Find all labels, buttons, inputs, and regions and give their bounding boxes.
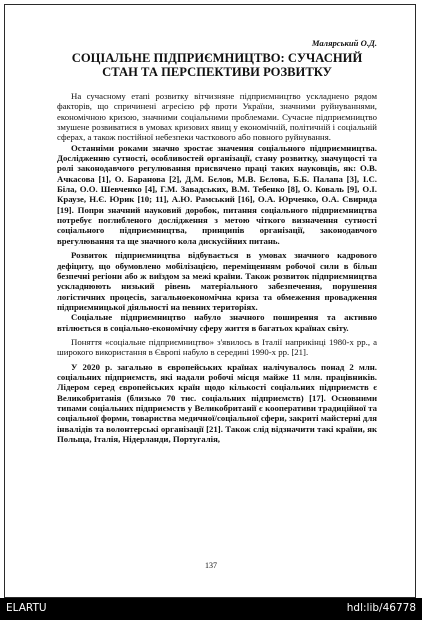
footer-repository-name: ELARTU (6, 602, 47, 614)
footer-handle: hdl:lib/46778 (346, 602, 416, 614)
repository-footer-bar (0, 598, 422, 620)
document-title (57, 51, 377, 79)
paragraph-4: Соціальне підприємництво набуло значного поширення та активно втілюється в соціально-економічну сферу життя в багатьох країнах світу. (57, 312, 377, 333)
title-line-1: СОЦІАЛЬНЕ ПІДПРИЄМНИЦТВО: СУЧАСНИЙ (71, 51, 363, 65)
paragraph-2: Останніми роками значно зростає значення соціального підприємництва. Дослідженню сутності, особливостей організації, стану розвитку, значущості та ролі законодавчого регулювання присвячено праці таких науковців, як: О.В. Ачкасова [1], О. Баранова [2], Д.М. Бєлов, М.В. Бєлова, Б.Б. Палапа [3], І.С. Біла, О.О. Шевченко [4], Г.М. Завадських, В.М. Тебенко [8], О. Коваль [9], О.І. Краузе, Н.Є. Юрик [10; 11], А.Ю. Рамський [16], О.А. Юрченко, О.А. Свирида [19]. Попри значний науковий доробок, питання соціального підприємництва потребує поглибленого дослідження з метою чіткого визначення сутності соціального підприємництва, принципів організації, законодавчого врегулювання та ще значного кола дискусійних питань. (57, 142, 377, 246)
paragraph-3: Розвиток підприємництва відбувається в умовах значного кадрового дефіциту, що обумовлено мобілізацією, переміщенням робочої сили в більш безпечні регіони або ж виїздом за межі країни. Також розвиток підприємництва ускладнюють низький рівень матеріального забезпечення, порушення логістичних процесів, загальноекономічна криза та обмеження провадження підприємницької діяльності на певних територіях. (57, 250, 377, 312)
title-line-2: СТАН ТА ПЕРСПЕКТИВИ РОЗВИТКУ (102, 65, 332, 79)
paragraph-5: Поняття «соціальне підприємництво» з'явилось в Італії наприкінці 1980-х рр., а широкого використання в Європі набуло в середині 1990-х рр. [21]. (57, 336, 377, 358)
author-name: Малярський О.Д. (311, 38, 377, 48)
page-number: 137 (205, 561, 217, 570)
document-content (57, 38, 377, 444)
paragraph-6: У 2020 р. загально в європейських країнах налічувалось понад 2 млн. соціальних підприємств, які надали робочі місця майже 11 млн. працівників. Лідером серед європейських країн щодо кількості соціальних підприємств є Великобританія (близько 70 тис. соціальних підприємств) [17]. Основними типами соціальних підприємств у Великобританії є кооперативи традиційної та соціальної форми, товариства медичної/соціальної сфери, закриті майстерні для інвалідів та волонтерські організації [21]. Також слід відзначити такі країни, як Польща, Італія, Нідерланди, Португалія, (57, 361, 377, 444)
paragraph-1: На сучасному етапі розвитку вітчизняне підприємництво ускладнено рядом факторів, що спричинені агресією рф проти України, значними руйнуваннями, економічною кризою, значними соціальними проблемами. Сучасне підприємництво змушене розвиватися в умовах кризових явищ у економічній, політичній і соціальній сферах, а також постійної небезпеки часткового або повного руйнування. (57, 91, 377, 143)
